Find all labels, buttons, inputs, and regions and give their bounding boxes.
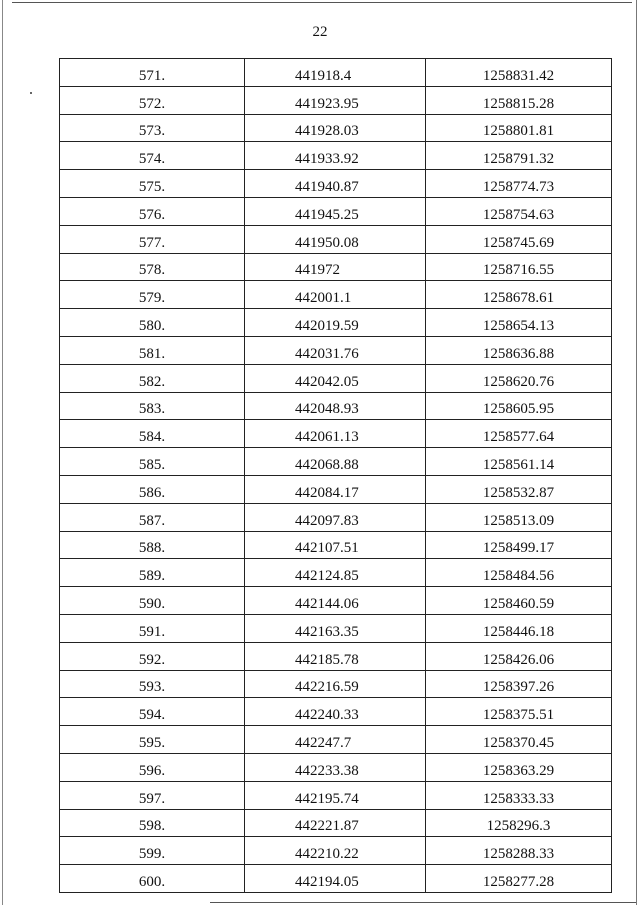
table-row xyxy=(60,420,612,448)
y-coordinate-cell: 1258277.28 xyxy=(426,865,612,893)
table-row xyxy=(60,865,612,893)
x-coordinate-cell: 442107.51 xyxy=(245,531,426,559)
point-number-cell: 586. xyxy=(60,475,245,503)
point-number-cell: 572. xyxy=(60,86,245,114)
table-row xyxy=(60,753,612,781)
x-coordinate-cell: 441928.03 xyxy=(245,114,426,142)
table-row xyxy=(60,142,612,170)
table-row xyxy=(60,698,612,726)
y-coordinate-cell: 1258754.63 xyxy=(426,197,612,225)
table-row xyxy=(60,253,612,281)
y-coordinate-cell: 1258774.73 xyxy=(426,170,612,198)
page-border-left xyxy=(2,0,3,905)
point-number-cell: 578. xyxy=(60,253,245,281)
point-number-cell: 574. xyxy=(60,142,245,170)
x-coordinate-cell: 442019.59 xyxy=(245,309,426,337)
point-number-cell: 587. xyxy=(60,503,245,531)
y-coordinate-cell: 1258577.64 xyxy=(426,420,612,448)
x-coordinate-cell: 442195.74 xyxy=(245,781,426,809)
y-coordinate-cell: 1258296.3 xyxy=(426,809,612,837)
y-coordinate-cell: 1258636.88 xyxy=(426,336,612,364)
y-coordinate-cell: 1258815.28 xyxy=(426,86,612,114)
point-number-cell: 575. xyxy=(60,170,245,198)
point-number-cell: 596. xyxy=(60,753,245,781)
page-border-right xyxy=(636,0,637,905)
table-row xyxy=(60,225,612,253)
y-coordinate-cell: 1258397.26 xyxy=(426,670,612,698)
y-coordinate-cell: 1258532.87 xyxy=(426,475,612,503)
x-coordinate-cell: 441950.08 xyxy=(245,225,426,253)
y-coordinate-cell: 1258333.33 xyxy=(426,781,612,809)
table-row xyxy=(60,587,612,615)
y-coordinate-cell: 1258513.09 xyxy=(426,503,612,531)
x-coordinate-cell: 441972 xyxy=(245,253,426,281)
table-row xyxy=(60,781,612,809)
x-coordinate-cell: 441923.95 xyxy=(245,86,426,114)
table-row xyxy=(60,837,612,865)
table-row xyxy=(60,170,612,198)
x-coordinate-cell: 442247.7 xyxy=(245,726,426,754)
table-row xyxy=(60,448,612,476)
x-coordinate-cell: 442185.78 xyxy=(245,642,426,670)
coordinates-table xyxy=(59,58,612,893)
table-row xyxy=(60,197,612,225)
point-number-cell: 599. xyxy=(60,837,245,865)
point-number-cell: 592. xyxy=(60,642,245,670)
x-coordinate-cell: 441945.25 xyxy=(245,197,426,225)
point-number-cell: 591. xyxy=(60,614,245,642)
point-number-cell: 597. xyxy=(60,781,245,809)
x-coordinate-cell: 441918.4 xyxy=(245,59,426,87)
x-coordinate-cell: 442144.06 xyxy=(245,587,426,615)
y-coordinate-cell: 1258426.06 xyxy=(426,642,612,670)
table-row xyxy=(60,726,612,754)
x-coordinate-cell: 442061.13 xyxy=(245,420,426,448)
point-number-cell: 577. xyxy=(60,225,245,253)
page-number: 22 xyxy=(312,24,328,40)
table-row xyxy=(60,475,612,503)
table-row xyxy=(60,59,612,87)
point-number-cell: 594. xyxy=(60,698,245,726)
table-row xyxy=(60,559,612,587)
table-row xyxy=(60,364,612,392)
table-row xyxy=(60,309,612,337)
y-coordinate-cell: 1258716.55 xyxy=(426,253,612,281)
y-coordinate-cell: 1258605.95 xyxy=(426,392,612,420)
x-coordinate-cell: 442124.85 xyxy=(245,559,426,587)
y-coordinate-cell: 1258484.56 xyxy=(426,559,612,587)
y-coordinate-cell: 1258363.29 xyxy=(426,753,612,781)
point-number-cell: 573. xyxy=(60,114,245,142)
x-coordinate-cell: 442210.22 xyxy=(245,837,426,865)
y-coordinate-cell: 1258801.81 xyxy=(426,114,612,142)
point-number-cell: 598. xyxy=(60,809,245,837)
x-coordinate-cell: 442048.93 xyxy=(245,392,426,420)
y-coordinate-cell: 1258375.51 xyxy=(426,698,612,726)
x-coordinate-cell: 442233.38 xyxy=(245,753,426,781)
point-number-cell: 590. xyxy=(60,587,245,615)
x-coordinate-cell: 442163.35 xyxy=(245,614,426,642)
table-row xyxy=(60,614,612,642)
y-coordinate-cell: 1258620.76 xyxy=(426,364,612,392)
x-coordinate-cell: 442042.05 xyxy=(245,364,426,392)
page-border-bottom xyxy=(210,902,636,903)
x-coordinate-cell: 442001.1 xyxy=(245,281,426,309)
table-row xyxy=(60,809,612,837)
table-row xyxy=(60,642,612,670)
x-coordinate-cell: 441933.92 xyxy=(245,142,426,170)
x-coordinate-cell: 442194.05 xyxy=(245,865,426,893)
x-coordinate-cell: 442068.88 xyxy=(245,448,426,476)
y-coordinate-cell: 1258678.61 xyxy=(426,281,612,309)
x-coordinate-cell: 442084.17 xyxy=(245,475,426,503)
x-coordinate-cell: 442031.76 xyxy=(245,336,426,364)
table-row xyxy=(60,86,612,114)
y-coordinate-cell: 1258561.14 xyxy=(426,448,612,476)
y-coordinate-cell: 1258831.42 xyxy=(426,59,612,87)
table-row xyxy=(60,392,612,420)
table-row xyxy=(60,114,612,142)
point-number-cell: 585. xyxy=(60,448,245,476)
point-number-cell: 576. xyxy=(60,197,245,225)
point-number-cell: 583. xyxy=(60,392,245,420)
table-row xyxy=(60,670,612,698)
y-coordinate-cell: 1258460.59 xyxy=(426,587,612,615)
point-number-cell: 600. xyxy=(60,865,245,893)
y-coordinate-cell: 1258499.17 xyxy=(426,531,612,559)
x-coordinate-cell: 442216.59 xyxy=(245,670,426,698)
point-number-cell: 579. xyxy=(60,281,245,309)
table-row xyxy=(60,336,612,364)
x-coordinate-cell: 442240.33 xyxy=(245,698,426,726)
table-row xyxy=(60,503,612,531)
point-number-cell: 588. xyxy=(60,531,245,559)
y-coordinate-cell: 1258654.13 xyxy=(426,309,612,337)
x-coordinate-cell: 441940.87 xyxy=(245,170,426,198)
point-number-cell: 593. xyxy=(60,670,245,698)
x-coordinate-cell: 442097.83 xyxy=(245,503,426,531)
table-row xyxy=(60,531,612,559)
point-number-cell: 582. xyxy=(60,364,245,392)
point-number-cell: 580. xyxy=(60,309,245,337)
y-coordinate-cell: 1258288.33 xyxy=(426,837,612,865)
point-number-cell: 571. xyxy=(60,59,245,87)
table-row xyxy=(60,281,612,309)
y-coordinate-cell: 1258370.45 xyxy=(426,726,612,754)
x-coordinate-cell: 442221.87 xyxy=(245,809,426,837)
scan-speck xyxy=(30,92,32,94)
point-number-cell: 581. xyxy=(60,336,245,364)
point-number-cell: 584. xyxy=(60,420,245,448)
point-number-cell: 589. xyxy=(60,559,245,587)
page-border-top xyxy=(12,2,632,3)
y-coordinate-cell: 1258446.18 xyxy=(426,614,612,642)
point-number-cell: 595. xyxy=(60,726,245,754)
y-coordinate-cell: 1258791.32 xyxy=(426,142,612,170)
coordinates-table-body xyxy=(60,59,612,893)
y-coordinate-cell: 1258745.69 xyxy=(426,225,612,253)
